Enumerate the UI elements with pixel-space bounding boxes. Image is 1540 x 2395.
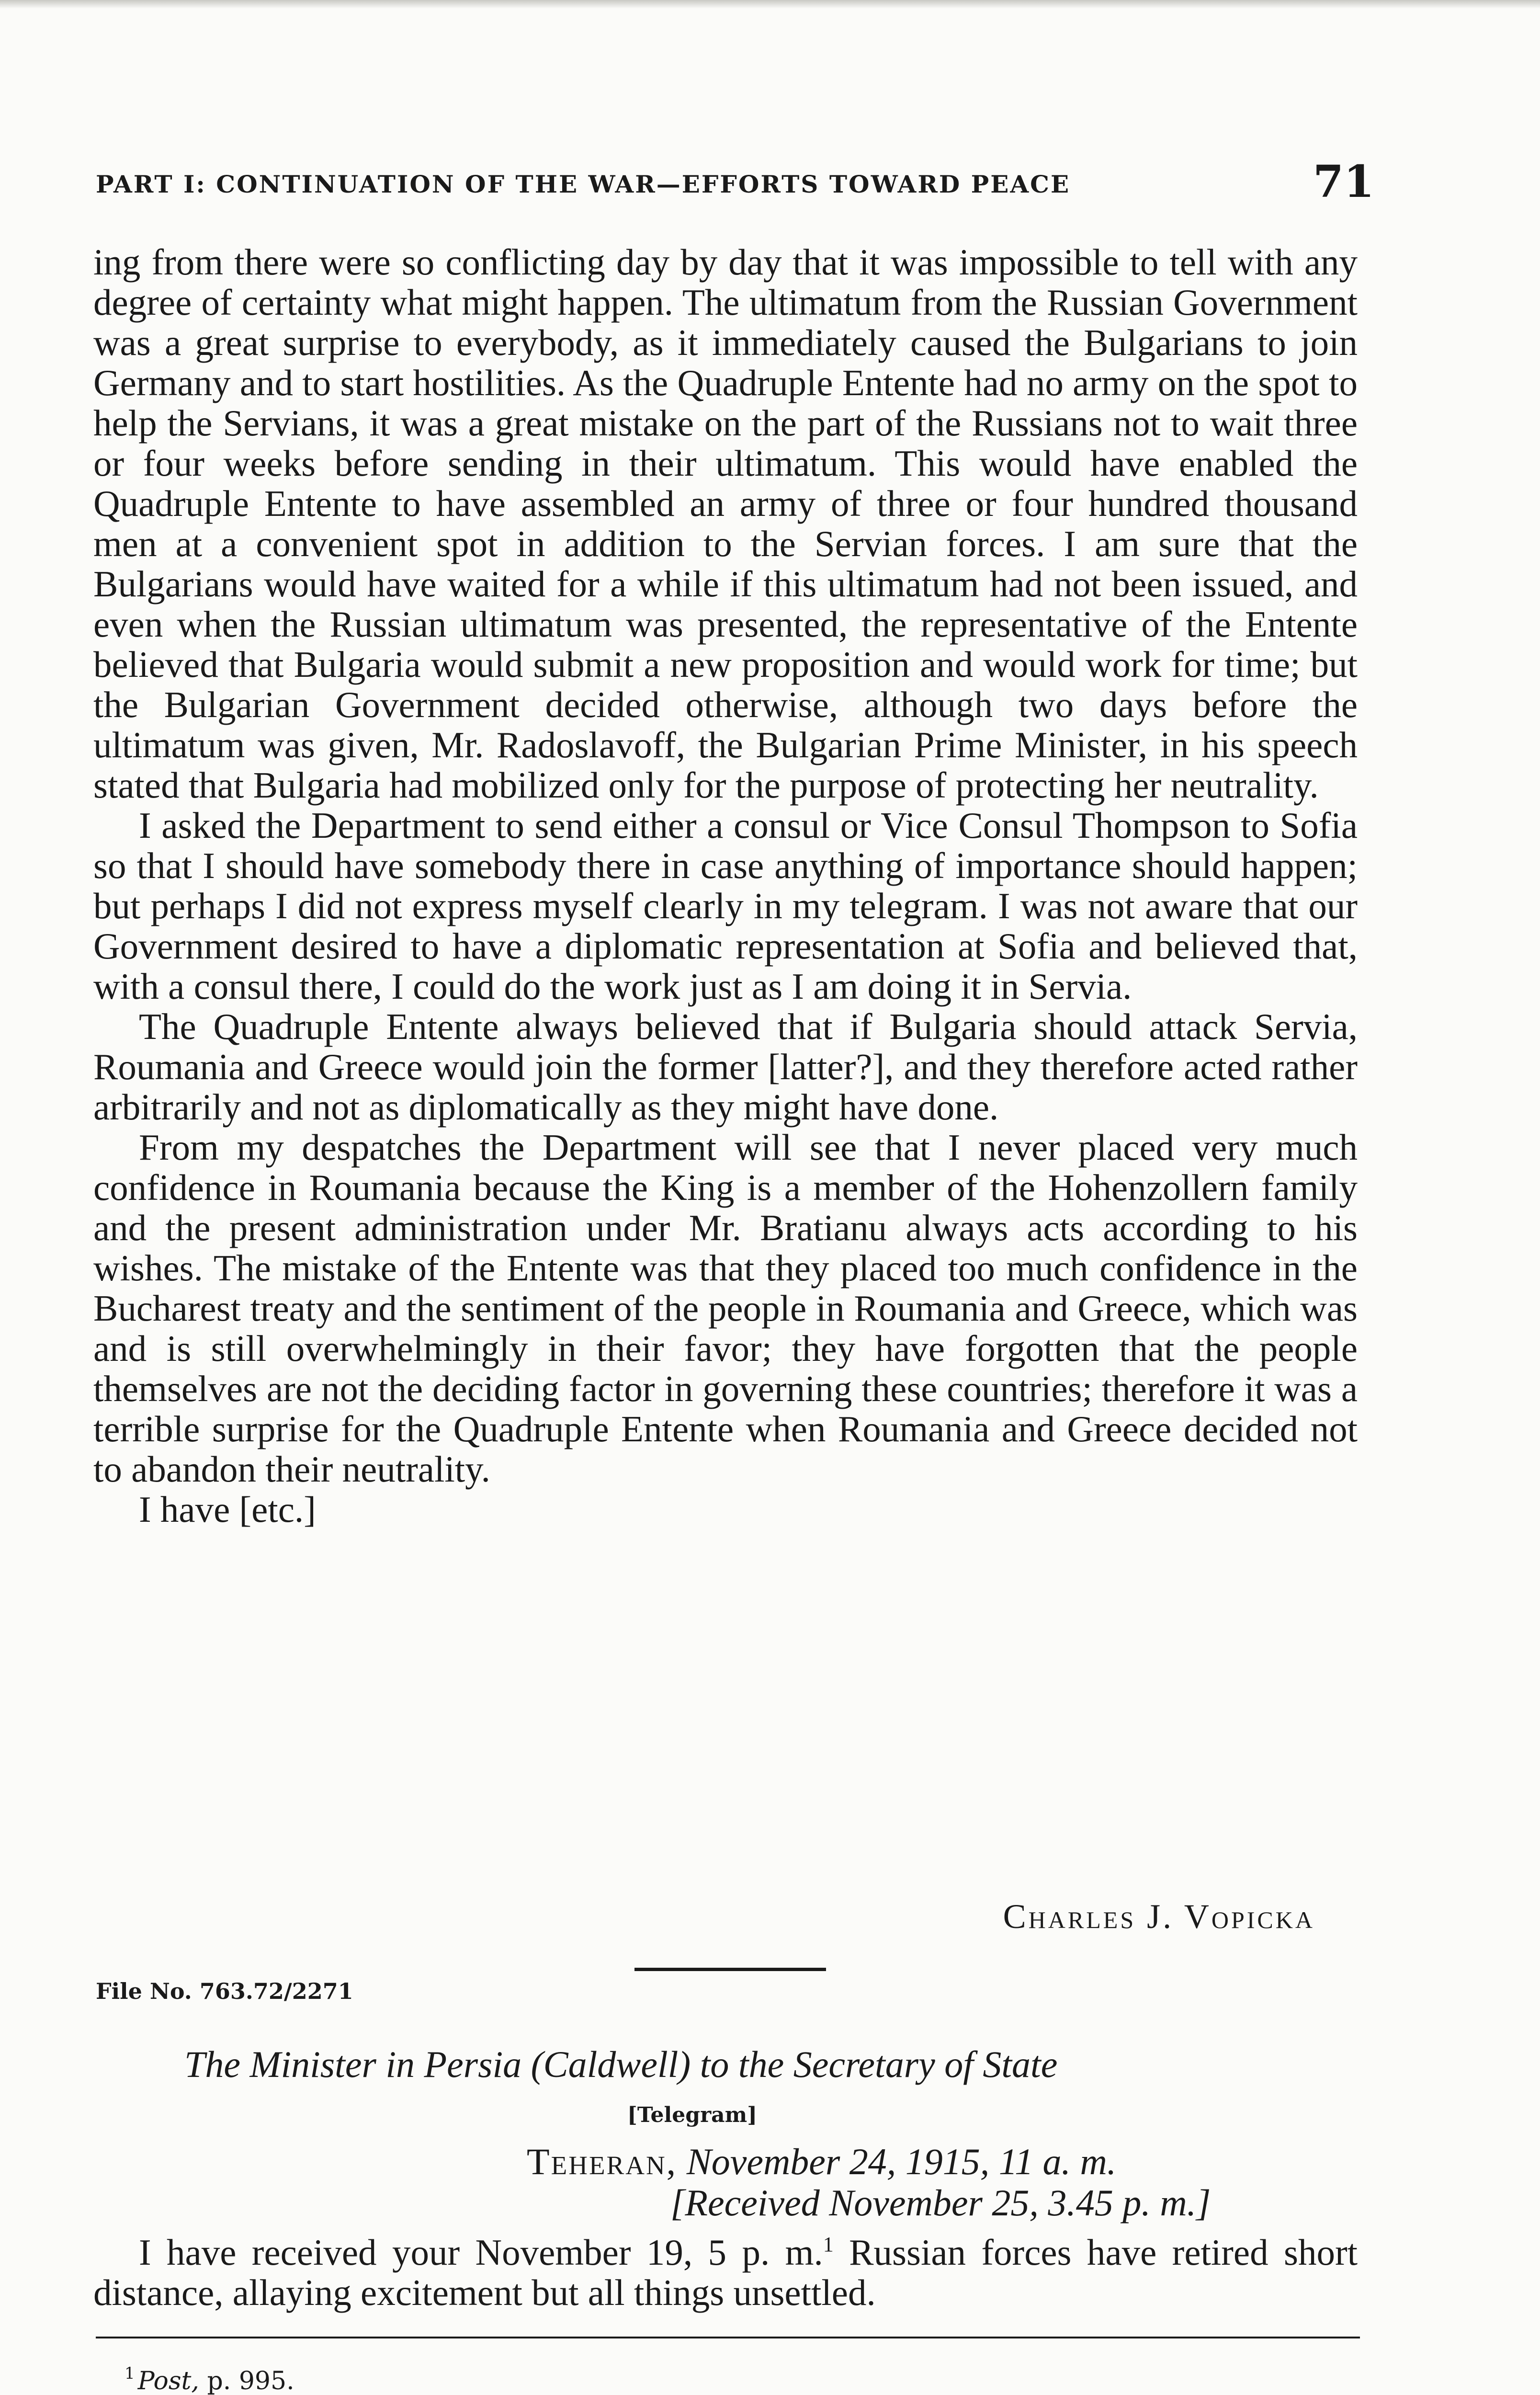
telegram-text-start: I have received your November 19, 5 p. m.: [139, 2232, 823, 2273]
telegram-text-end: Russian forces have retired short distance, allaying excitement but all things unsettled.: [93, 2232, 1358, 2313]
letter-closing: I have [etc.]: [139, 1489, 316, 1530]
telegram-body: [93, 2232, 1358, 2313]
running-head: PART I: CONTINUATION OF THE WAR—EFFORTS TOWARD PEACE: [96, 170, 1071, 198]
footnote: [125, 2364, 294, 2395]
letter-paragraph-2: I asked the Department to send either a consul or Vice Consul Thompson to Sofia so that I should have somebody there in case anything of importance should happen; but perhaps I did not express myself clearly in my telegram. I was not aware that our Government desired to have a diplomatic representation at Sofia and believed that, with a consul there, I could do the work just as I am doing it in Servia.: [93, 805, 1358, 1007]
footnote-rule: [96, 2337, 1360, 2338]
dateline-date: November 24, 1915, 11 a. m.: [686, 2141, 1117, 2182]
letter-paragraph-3: The Quadruple Entente always believed that if Bulgaria should attack Servia, Roumania and Greece would join the former [latter?], and they therefore acted rather arbitrarily and not as diplomatically as they might have done.: [93, 1006, 1358, 1128]
letter-paragraph-4: From my despatches the Department will see that I never placed very much confidence in Roumania because the King is a member of the Hohenzollern family and the present administration under Mr. Bratianu always acts according to his wishes. The mistake of the Entente was that they placed too much confidence in the Bucharest treaty and the sentiment of the people in Roumania and Greece, which was and is still overwhelmingly in their favor; they have forgotten that the people themselves are not the deciding factor in governing these countries; therefore it was a terrible surprise for the Quadruple Entente when Roumania and Greece decided not to abandon their neutrality.: [93, 1127, 1358, 1490]
footnote-reference[interactable]: 1: [823, 2233, 834, 2256]
page-header: [96, 156, 1374, 208]
section-divider: [634, 1968, 826, 1971]
telegram-paragraph: [93, 2232, 1358, 2313]
footnote-page: p. 995.: [199, 2367, 294, 2395]
received-date: [Received November 25, 3.45 p. m.]: [670, 2182, 1211, 2224]
dateline-place: Teheran,: [527, 2141, 678, 2182]
letter-body: [93, 242, 1358, 1529]
footnote-ref: Post,: [137, 2367, 199, 2395]
document-type: [Telegram]: [627, 2103, 758, 2127]
dateline: [527, 2141, 1211, 2224]
page-number: 71: [1313, 156, 1374, 207]
scan-edge: [0, 0, 1540, 9]
file-number: File No. 763.72/2271: [96, 1978, 353, 2004]
signature: Charles J. Vopicka: [1003, 1897, 1315, 1936]
document-heading: The Minister in Persia (Caldwell) to the Secretary of State: [184, 2043, 1058, 2085]
footnote-number: 1: [125, 2364, 135, 2383]
letter-paragraph-1: ing from there were so conflicting day by day that it was impossible to tell with any degree of certainty what might happen. The ultimatum from the Russian Government was a great surprise to everybody, as it immediately caused the Bulgarians to join Germany and to start hostilities. As the Quadruple Entente had no army on the spot to help the Servians, it was a great mistake on the part of the Russians not to wait three or four weeks before sending in their ultimatum. This would have enabled the Quadruple Entente to have assembled an army of three or four hundred thousand men at a convenient spot in addition to the Servian forces. I am sure that the Bulgarians would have waited for a while if this ultimatum had not been issued, and even when the Russian ultimatum was presented, the representative of the Entente believed that Bulgaria would submit a new proposition and would work for time; but the Bulgarian Government decided otherwise, although two days before the ultimatum was given, Mr. Radoslavoff, the Bulgarian Prime Minister, in his speech stated that Bulgaria had mobilized only for the purpose of protecting her neutrality.: [93, 241, 1358, 806]
